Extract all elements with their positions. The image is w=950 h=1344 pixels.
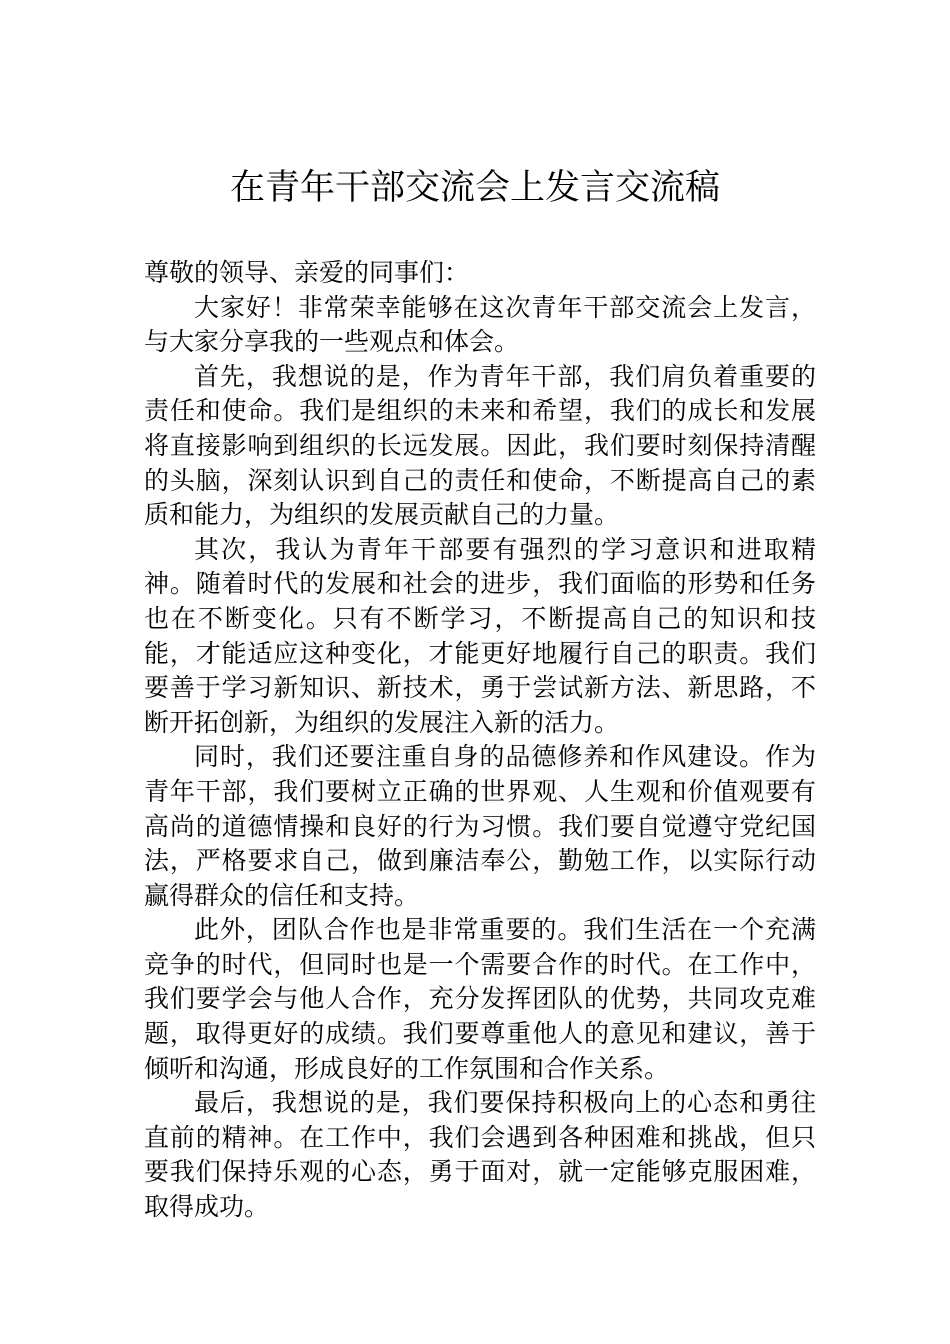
paragraph-responsibility: 首先，我想说的是，作为青年干部，我们肩负着重要的责任和使命。我们是组织的未来和希望，我们的成长和发展将直接影响到组织的长远发展。因此，我们要时刻保持清醒的头脑，深刻认识到自己的责任和使命，不断提高自己的素质和能力，为组织的发展贡献自己的力量。 <box>144 361 816 530</box>
paragraph-attitude: 最后，我想说的是，我们要保持积极向上的心态和勇往直前的精神。在工作中，我们会遇到各种困难和挑战，但只要我们保持乐观的心态，勇于面对，就一定能够克服困难，取得成功。 <box>144 1088 816 1222</box>
document-body <box>144 256 816 1225</box>
paragraph-teamwork: 此外，团队合作也是非常重要的。我们生活在一个充满竞争的时代，但同时也是一个需要合作的时代。在工作中，我们要学会与他人合作，充分发挥团队的优势，共同攻克难题，取得更好的成绩。我们要尊重他人的意见和建议，善于倾听和沟通，形成良好的工作氛围和合作关系。 <box>144 915 816 1083</box>
document-title: 在青年干部交流会上发言交流稿 <box>229 168 720 208</box>
salutation: 尊敬的领导、亲爱的同事们： <box>144 258 470 287</box>
paragraph-morality: 同时，我们还要注重自身的品德修养和作风建设。作为青年干部，我们要树立正确的世界观、人生观和价值观要有高尚的道德情操和良好的行为习惯。我们要自觉遵守党纪国法，严格要求自己，做到廉洁奉公，勤勉工作，以实际行动赢得群众的信任和支持。 <box>144 742 816 910</box>
paragraph-learning: 其次，我认为青年干部要有强烈的学习意识和进取精神。随着时代的发展和社会的进步，我们面临的形势和任务也在不断变化。只有不断学习，不断提高自己的知识和技能，才能适应这种变化，才能更好地履行自己的职责。我们要善于学习新知识、新技术，勇于尝试新方法、新思路，不断开拓创新，为组织的发展注入新的活力。 <box>144 534 816 737</box>
paragraph-greeting: 大家好！非常荣幸能够在这次青年干部交流会上发言，与大家分享我的一些观点和体会。 <box>144 292 816 357</box>
